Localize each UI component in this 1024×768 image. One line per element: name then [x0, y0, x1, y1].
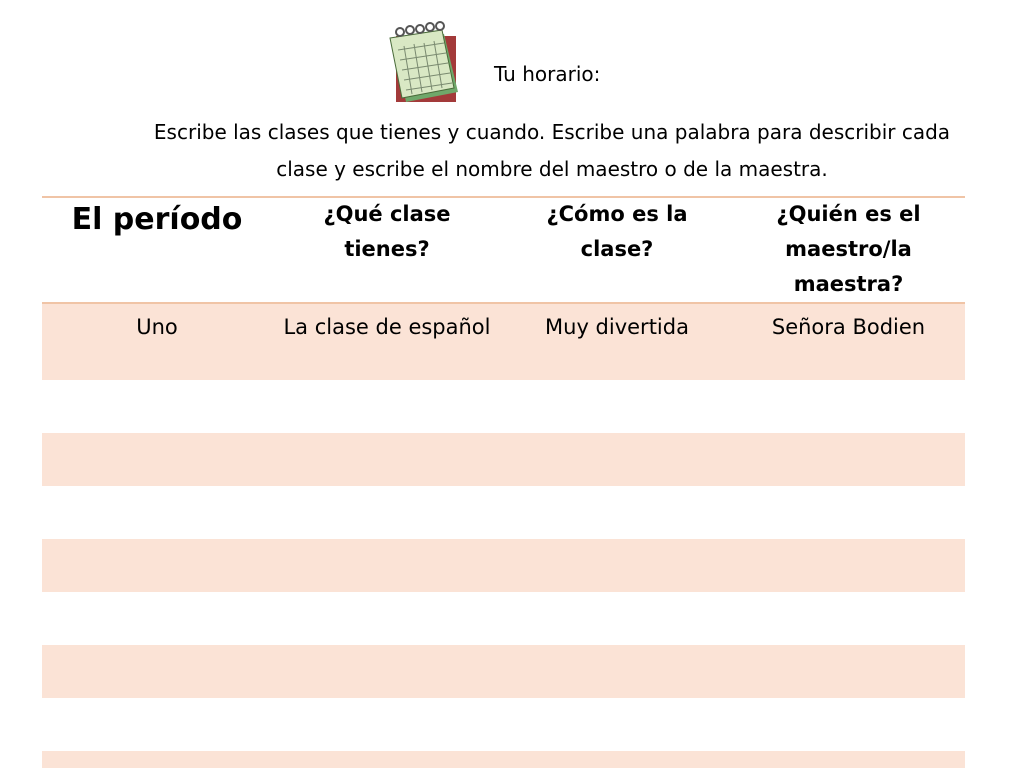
empty-cell[interactable] — [732, 698, 965, 751]
empty-cell[interactable] — [502, 645, 732, 698]
empty-cell[interactable] — [42, 539, 272, 592]
instructions-line-1: Escribe las clases que tienes y cuando. Escribe una palabra para describir cada — [153, 120, 951, 144]
empty-cell[interactable] — [42, 698, 272, 751]
table-row — [42, 380, 965, 433]
calendar-icon — [384, 20, 472, 106]
instructions-text — [100, 114, 1004, 188]
empty-cell[interactable] — [502, 698, 732, 751]
empty-cell[interactable] — [732, 380, 965, 433]
empty-cell[interactable] — [272, 486, 502, 539]
cell-description[interactable]: Muy divertida — [502, 303, 732, 380]
empty-cell[interactable] — [42, 486, 272, 539]
instructions-line-2: clase y escribe el nombre del maestro o de la maestra. — [276, 157, 828, 181]
empty-cell[interactable] — [272, 592, 502, 645]
page-title: Tu horario: — [494, 62, 601, 86]
header-description: ¿Cómo es la clase? — [502, 197, 732, 303]
header-teacher: ¿Quién es el maestro/la maestra? — [732, 197, 965, 303]
empty-cell[interactable] — [502, 539, 732, 592]
empty-cell[interactable] — [42, 433, 272, 486]
empty-cell[interactable] — [272, 751, 502, 768]
header-period: El período — [42, 197, 272, 303]
empty-cell[interactable] — [502, 380, 732, 433]
table-row — [42, 486, 965, 539]
table-row — [42, 433, 965, 486]
empty-cell[interactable] — [502, 751, 732, 768]
header-class: ¿Qué clase tienes? — [272, 197, 502, 303]
empty-cell[interactable] — [272, 645, 502, 698]
cell-class[interactable]: La clase de español — [272, 303, 502, 380]
empty-cell[interactable] — [42, 645, 272, 698]
cell-teacher[interactable]: Señora Bodien — [732, 303, 965, 380]
empty-cell[interactable] — [272, 380, 502, 433]
table-row — [42, 539, 965, 592]
empty-cell[interactable] — [732, 486, 965, 539]
table-row — [42, 592, 965, 645]
empty-cell[interactable] — [732, 751, 965, 768]
table-row — [42, 698, 965, 751]
empty-cell[interactable] — [732, 539, 965, 592]
empty-cell[interactable] — [502, 486, 732, 539]
schedule-table — [42, 197, 965, 768]
empty-cell[interactable] — [272, 698, 502, 751]
table-row — [42, 645, 965, 698]
empty-cell[interactable] — [502, 592, 732, 645]
empty-cell[interactable] — [42, 751, 272, 768]
empty-cell[interactable] — [502, 433, 732, 486]
empty-cell[interactable] — [272, 539, 502, 592]
empty-cell[interactable] — [42, 592, 272, 645]
empty-cell[interactable] — [732, 433, 965, 486]
table-row — [42, 303, 965, 380]
empty-cell[interactable] — [42, 380, 272, 433]
empty-cell[interactable] — [732, 645, 965, 698]
table-header-row — [42, 197, 965, 303]
empty-cell[interactable] — [732, 592, 965, 645]
cell-period[interactable]: Uno — [42, 303, 272, 380]
table-row — [42, 751, 965, 768]
empty-cell[interactable] — [272, 433, 502, 486]
